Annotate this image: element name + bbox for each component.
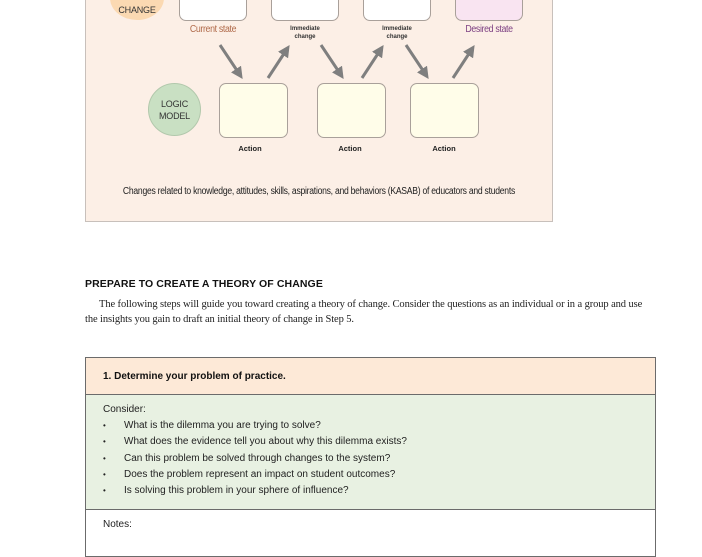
current-state-label: Current state <box>189 24 237 35</box>
question-text: What does the evidence tell you about why this dilemma exists? <box>124 436 407 448</box>
question-text: What is the dilemma you are trying to solve? <box>124 420 321 431</box>
list-item <box>103 434 655 450</box>
question-text: Is solving this problem in your sphere of influence? <box>124 485 349 497</box>
bullet-icon: • <box>103 421 106 430</box>
arrow-down-1 <box>220 45 240 75</box>
desired-state-label: Desired state <box>465 24 513 35</box>
arrow-up-2 <box>362 49 381 78</box>
step1-table <box>85 357 656 557</box>
step1-consider <box>86 395 655 510</box>
arrow-up-1 <box>268 49 287 78</box>
step1-header <box>86 358 655 395</box>
section-intro: The following steps will guide you toward creating a theory of change. Consider the questions as an individual or in a group and use the insights you gain to draft an initial theory of change in Step 5. <box>85 299 643 325</box>
immediate-line: Immediate <box>290 26 320 32</box>
consider-label: Consider: <box>103 404 146 415</box>
model-label: MODEL <box>158 110 190 121</box>
logic-label: LOGIC <box>160 98 188 109</box>
list-item <box>103 418 655 434</box>
action-label-3: Action <box>432 144 456 153</box>
step1-notes[interactable] <box>86 510 655 530</box>
kasab-caption-text: Changes related to knowledge, attitudes, skills, aspirations, and behaviors (KASAB) of educators and students <box>122 186 516 197</box>
kasab-caption <box>86 186 552 197</box>
action-label-2: Action <box>338 144 362 153</box>
list-item <box>103 467 655 483</box>
bullet-icon: • <box>103 437 106 447</box>
change-line: change <box>294 34 316 40</box>
list-item <box>103 451 655 467</box>
action-label-1: Action <box>238 144 262 153</box>
section-heading: PREPARE TO CREATE A THEORY OF CHANGE <box>85 278 323 290</box>
bullet-icon: • <box>103 453 106 463</box>
question-text: Does the problem represent an impact on student outcomes? <box>124 468 396 480</box>
arrow-down-3 <box>406 45 426 75</box>
immediate-line: Immediate <box>382 26 412 32</box>
bullet-icon: • <box>103 469 106 479</box>
arrow-up-3 <box>453 49 472 78</box>
notes-label: Notes: <box>103 519 132 530</box>
question-text: Can this problem be solved through changes to the system? <box>124 452 391 464</box>
theory-circle-label: CHANGE <box>118 5 156 15</box>
theory-of-change-figure <box>85 0 553 222</box>
question-list <box>103 418 655 499</box>
list-item <box>103 483 655 499</box>
change-line: change <box>386 34 408 40</box>
bullet-icon: • <box>103 486 106 496</box>
arrow-down-2 <box>321 45 341 75</box>
step1-title: 1. Determine your problem of practice. <box>103 370 286 382</box>
